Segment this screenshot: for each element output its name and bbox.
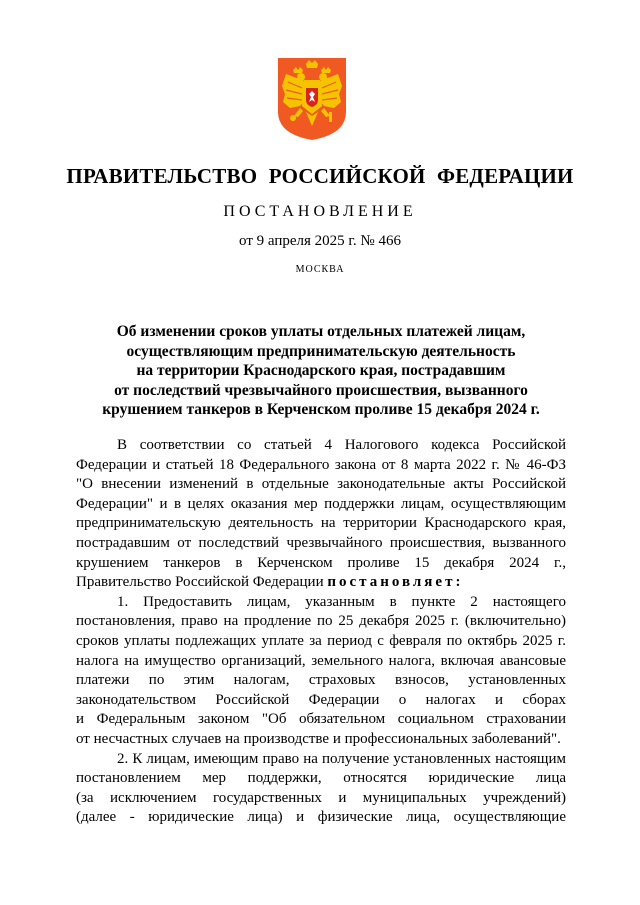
body-line: (за исключением государственных и муниципальных учреждений) [76, 789, 566, 806]
coat-of-arms-icon [276, 56, 348, 142]
government-heading: ПРАВИТЕЛЬСТВО РОССИЙСКОЙ ФЕДЕРАЦИИ [66, 164, 574, 188]
title-line: осуществляющим предпринимательскую деятельность [126, 342, 516, 360]
body-line: платежи по этим налогам, страховых взносов, установленных [76, 672, 566, 689]
preamble-paragraph [76, 436, 566, 593]
body-line: сроков уплаты подлежащих уплате за период с февраля по октябрь 2025 г. [76, 632, 566, 649]
document-type: ПОСТАНОВЛЕНИЕ [223, 203, 417, 220]
body-line: 1. Предоставить лицам, указанным в пункте 2 настоящего [117, 593, 566, 610]
body-line: Федерации" и в целях оказания мер поддержки лицам, осуществляющим [76, 495, 566, 512]
body-line: законодательством Российской Федерации о налогах и сборах [76, 691, 566, 708]
title-line: от последствий чрезвычайного происшествия, вызванного [114, 381, 528, 399]
date-and-number: от 9 апреля 2025 г. № 466 [239, 233, 401, 249]
body-line: крушением танкеров в Керченском проливе 15 декабря 2024 г., [76, 554, 566, 571]
body-line: налога на имущество организаций, земельного налога, включая авансовые [76, 652, 566, 669]
preamble-last-text: Правительство Российской Федерации [76, 574, 328, 591]
document-title [76, 322, 566, 420]
title-line: Об изменении сроков уплаты отдельных платежей лицам, [116, 323, 526, 340]
body-line: пострадавшим от последствий чрезвычайного происшествия, вызванного [76, 534, 566, 551]
item-2-paragraph [76, 750, 566, 828]
body-line: 2. К лицам, имеющим право на получение установленных настоящим [117, 750, 566, 767]
body-line: от несчастных случаев на производстве и профессиональных заболеваний". [76, 730, 561, 747]
body-line: и Федеральным законом "Об обязательном социальном страховании [76, 711, 566, 728]
body-line: (далее - юридические лица) и физические лица, осуществляющие [76, 809, 566, 826]
body-line [76, 573, 566, 593]
body-line: постановления, право на продление по 25 декабря 2025 г. (включительно) [76, 613, 566, 630]
body-line: предпринимательскую деятельность на территории Краснодарского края, [76, 515, 566, 532]
body-line: В соответствии со статьей 4 Налогового кодекса Российской [117, 437, 566, 453]
title-line: крушением танкеров в Керченском проливе 15 декабря 2024 г. [102, 401, 540, 418]
item-1-paragraph [76, 593, 566, 750]
body-line: "О внесении изменений в отдельные законодательные акты Российской [76, 476, 566, 493]
resolves-word: постановляет: [327, 574, 464, 591]
document-body [76, 436, 566, 828]
body-line: Федерации и статьей 18 Федерального закона от 8 марта 2022 г. № 46-ФЗ [76, 456, 566, 473]
city-name: МОСКВА [295, 264, 345, 275]
title-line: на территории Краснодарского края, пострадавшим [136, 362, 506, 379]
body-line: постановлением мер поддержки, относятся юридические лица [76, 770, 566, 787]
